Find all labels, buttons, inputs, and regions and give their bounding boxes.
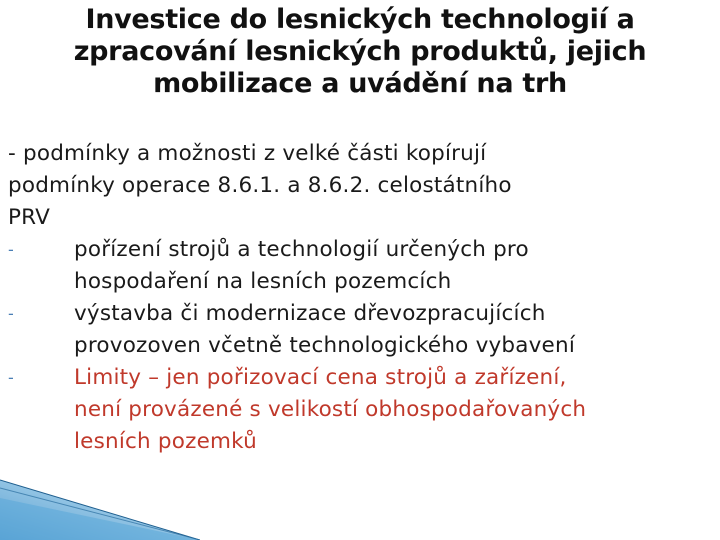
bullet-line: provozoven včetně technologického vybavení — [74, 333, 575, 358]
title-line: mobilizace a uvádění na trh — [153, 68, 567, 99]
bullet-dash: - — [8, 240, 14, 259]
bullet-line: hospodaření na lesních pozemcích — [74, 269, 452, 294]
bullet-dash: - — [8, 368, 14, 387]
title-line: zpracování lesnických produktů, jejich — [73, 36, 647, 67]
bullet-line: není provázené s velikostí obhospodařovaných — [74, 397, 587, 422]
intro-line: - podmínky a možnosti z velké části kopírují — [8, 141, 487, 166]
bullet-item — [8, 298, 714, 362]
bullet-line: lesních pozemků — [74, 429, 257, 454]
decorative-corner-wedge — [0, 440, 200, 540]
intro-line: PRV — [8, 205, 51, 230]
slide-body — [8, 138, 714, 458]
bullet-dash: - — [8, 304, 14, 323]
bullet-line: Limity – jen pořizovací cena strojů a zařízení, — [74, 365, 567, 390]
bullet-item — [8, 234, 714, 298]
bullet-line: výstavba či modernizace dřevozpracujících — [74, 301, 546, 326]
intro-paragraph — [8, 138, 714, 234]
intro-line: podmínky operace 8.6.1. a 8.6.2. celostátního — [8, 173, 512, 198]
title-line: Investice do lesnických technologií a — [85, 4, 635, 35]
bullet-line: pořízení strojů a technologií určených pro — [74, 237, 529, 262]
slide-title — [40, 4, 680, 100]
